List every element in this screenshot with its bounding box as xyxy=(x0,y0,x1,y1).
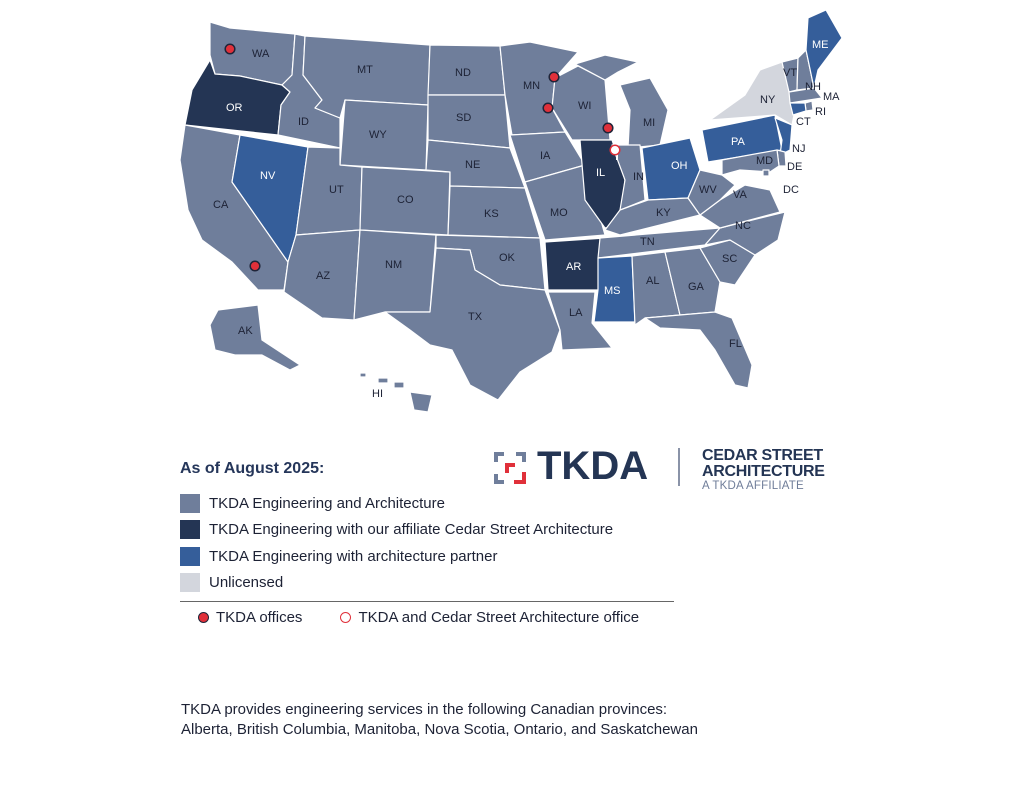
office-marker-green-bay xyxy=(603,123,613,133)
legend-label: Unlicensed xyxy=(209,574,284,592)
svg-text:IL: IL xyxy=(596,167,606,179)
office-marker-los-angeles xyxy=(250,261,260,271)
cedar-street-tagline: A TKDA AFFILIATE xyxy=(702,480,804,492)
tkda-wordmark: TKDA xyxy=(537,444,649,488)
svg-text:DE: DE xyxy=(787,161,803,173)
csa-office-label: TKDA and Cedar Street Architecture office xyxy=(358,609,640,626)
svg-text:WY: WY xyxy=(369,129,387,141)
state-mi xyxy=(620,78,668,148)
svg-text:HI: HI xyxy=(372,388,383,400)
svg-text:UT: UT xyxy=(329,184,344,196)
state-nm xyxy=(354,230,436,320)
legend-item xyxy=(180,570,680,597)
svg-text:WI: WI xyxy=(578,100,592,112)
legend-item xyxy=(180,517,680,544)
svg-text:SC: SC xyxy=(722,253,738,265)
svg-text:MD: MD xyxy=(756,155,774,167)
svg-text:OR: OR xyxy=(226,102,243,114)
svg-text:VA: VA xyxy=(733,189,747,201)
map-legend xyxy=(180,460,680,626)
csa-office-marker-chicago xyxy=(610,145,620,155)
legend-swatch xyxy=(180,494,200,513)
canada-note xyxy=(181,700,698,740)
svg-text:NV: NV xyxy=(260,170,276,182)
state-dc xyxy=(763,170,769,176)
legend-swatch xyxy=(180,547,200,566)
svg-text:ID: ID xyxy=(298,116,309,128)
svg-text:NM: NM xyxy=(385,259,403,271)
svg-text:NY: NY xyxy=(760,94,776,106)
svg-text:KY: KY xyxy=(656,207,671,219)
canada-note-line2: Alberta, British Columbia, Manitoba, Nova Scotia, Ontario, and Saskatchewan xyxy=(181,721,698,738)
legend-label: TKDA Engineering with architecture partner xyxy=(209,547,498,565)
svg-text:GA: GA xyxy=(688,281,704,293)
office-marker-st-paul xyxy=(543,103,553,113)
svg-text:MT: MT xyxy=(357,64,373,76)
svg-text:WV: WV xyxy=(699,184,717,196)
legend-label: TKDA Engineering and Architecture xyxy=(209,494,445,512)
svg-text:CO: CO xyxy=(397,194,414,206)
legend-swatch xyxy=(180,520,200,539)
svg-text:TN: TN xyxy=(640,236,655,248)
cedar-street-logo xyxy=(702,448,825,493)
svg-text:AR: AR xyxy=(566,261,582,273)
svg-text:NH: NH xyxy=(805,81,821,93)
svg-text:CA: CA xyxy=(213,199,229,211)
svg-text:IA: IA xyxy=(540,150,551,162)
legend-title: As of August 2025: xyxy=(180,460,325,477)
svg-text:ME: ME xyxy=(812,39,829,51)
cedar-street-line2: ARCHITECTURE xyxy=(702,463,825,480)
svg-text:DC: DC xyxy=(783,184,799,196)
office-legend xyxy=(180,609,680,626)
svg-text:SD: SD xyxy=(456,112,472,124)
svg-text:TX: TX xyxy=(468,311,483,323)
svg-text:AK: AK xyxy=(238,325,253,337)
canada-note-line1: TKDA provides engineering services in the following Canadian provinces: xyxy=(181,701,668,718)
svg-text:OK: OK xyxy=(499,252,515,264)
cedar-street-line1: CEDAR STREET xyxy=(702,447,823,464)
legend-divider xyxy=(180,601,674,602)
svg-text:NJ: NJ xyxy=(792,143,806,155)
svg-text:MO: MO xyxy=(550,207,568,219)
svg-text:ND: ND xyxy=(455,67,471,79)
legend-item xyxy=(180,490,680,517)
svg-text:IN: IN xyxy=(633,171,644,183)
svg-text:PA: PA xyxy=(731,136,745,148)
offices-label: TKDA offices xyxy=(216,609,303,626)
svg-text:CT: CT xyxy=(796,116,811,128)
legend-item xyxy=(180,543,680,570)
state-ak xyxy=(210,305,300,370)
state-ct xyxy=(790,103,806,115)
office-marker-seattle xyxy=(225,44,235,54)
svg-text:MI: MI xyxy=(643,117,656,129)
state-fl xyxy=(645,312,752,388)
svg-text:MA: MA xyxy=(823,91,840,103)
legend-label: TKDA Engineering with our affiliate Cedar Street Architecture xyxy=(209,521,614,539)
state-hi xyxy=(360,373,432,412)
svg-text:VT: VT xyxy=(783,67,798,79)
svg-text:FL: FL xyxy=(729,338,742,350)
svg-text:WA: WA xyxy=(252,48,270,60)
svg-text:AL: AL xyxy=(646,275,660,287)
office-dot-icon xyxy=(198,612,209,623)
svg-text:RI: RI xyxy=(815,106,826,118)
csa-office-ring-icon xyxy=(340,612,351,623)
svg-text:NC: NC xyxy=(735,220,751,232)
svg-text:MN: MN xyxy=(523,80,541,92)
svg-text:MS: MS xyxy=(604,285,621,297)
svg-text:NE: NE xyxy=(465,159,481,171)
office-marker-duluth xyxy=(549,72,559,82)
svg-text:AZ: AZ xyxy=(316,270,331,282)
svg-text:KS: KS xyxy=(484,208,499,220)
legend-swatch xyxy=(180,573,200,592)
svg-text:OH: OH xyxy=(671,160,688,172)
svg-text:LA: LA xyxy=(569,307,583,319)
